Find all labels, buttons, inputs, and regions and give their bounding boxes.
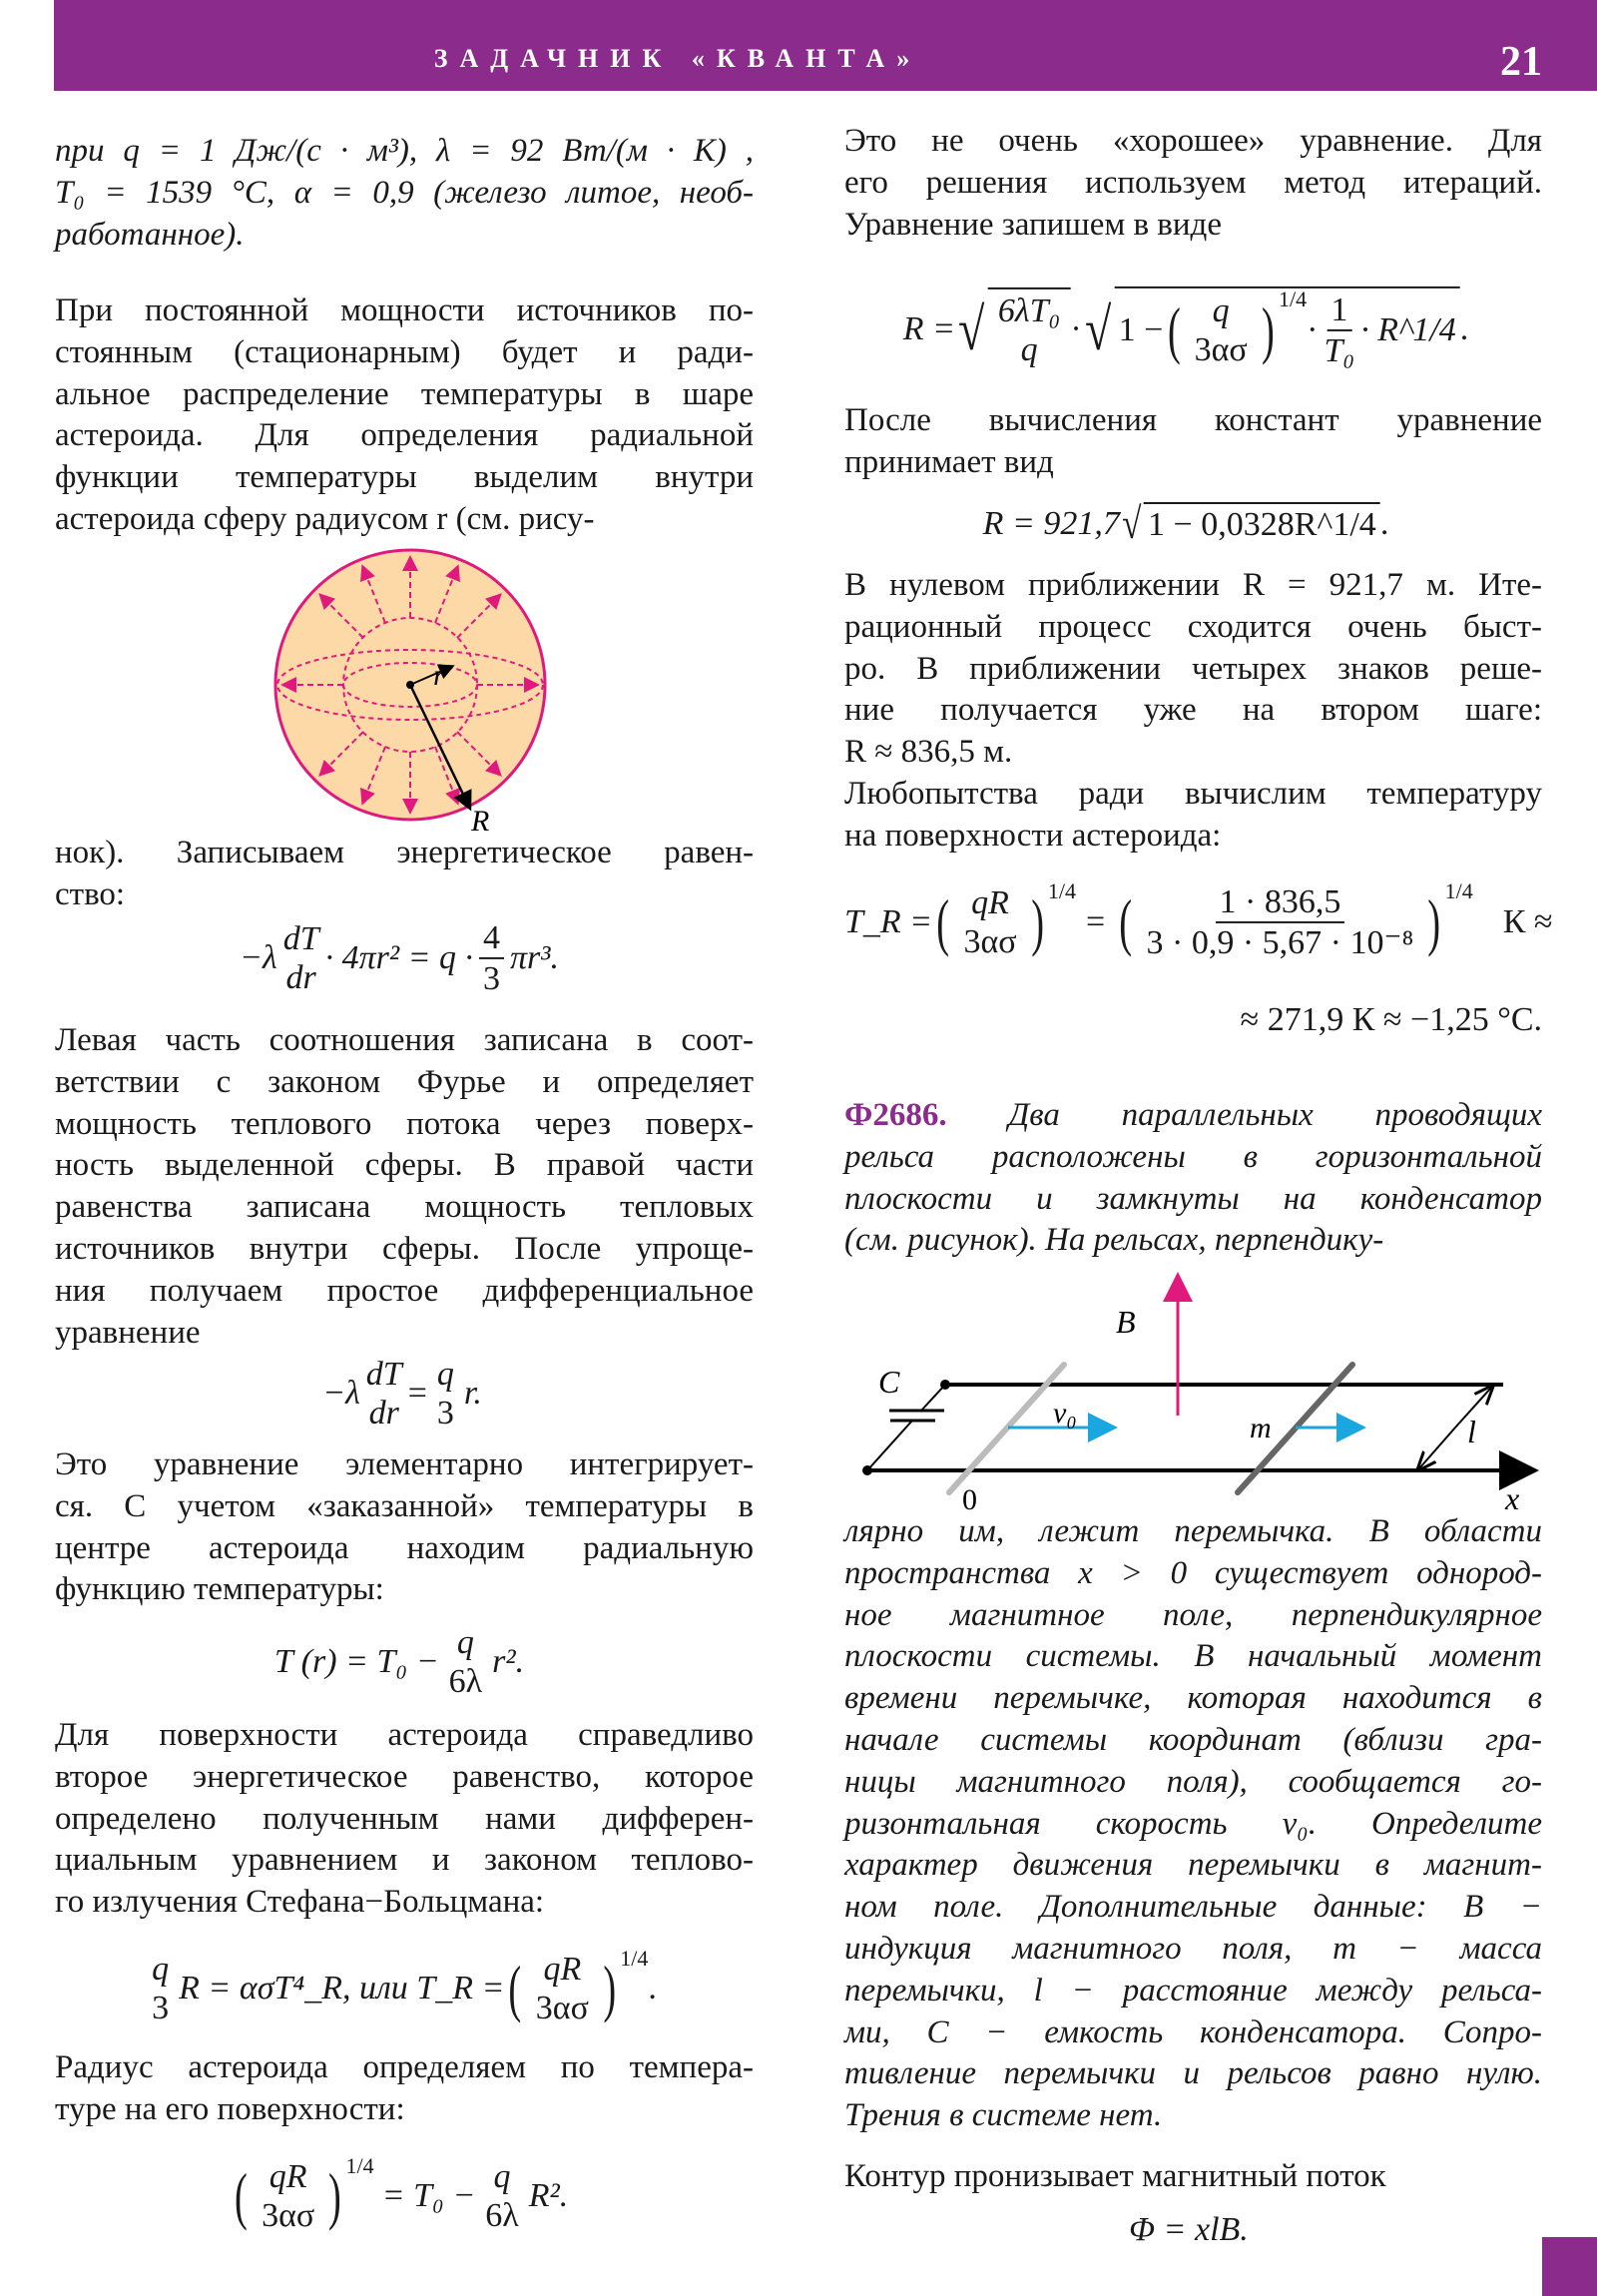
text-line: ство: <box>55 875 126 912</box>
text-line: циальным уравнением и законом теплово- <box>55 1842 754 1879</box>
equation-surface-temperature: T_R = ( qR 3ασ ) $^{1/4}$ = ( $\frac{1 \cdot 836,5}{\text{3 · 0,9 · 5,67 · 10⁻⁸}}$ ) $^{1/4}$ К ≈ <box>844 877 1553 961</box>
text-line: астероида сферу радиусом r (см. рису- <box>55 500 595 537</box>
label-m: m <box>1250 1412 1272 1444</box>
text-line: ми, C − емкость конденсатора. Сопро- <box>844 2013 1542 2050</box>
paragraph <box>55 1020 754 1354</box>
text-line: начале системы координат (вблизи гра- <box>844 1721 1542 1758</box>
label-origin: 0 <box>962 1483 977 1516</box>
text-line: Уравнение запишем в виде <box>844 206 1222 243</box>
problem-number: Ф2686. <box>844 1097 947 1133</box>
paragraph <box>55 290 754 541</box>
equation-energy-balance: −λ dT dr · 4πr² = q · $\frac{4}{3}$ πr³. <box>240 918 559 997</box>
paragraph <box>55 1444 754 1611</box>
page-header <box>54 0 1597 91</box>
text-line: Ф2686. Два параллельных проводящих <box>844 1097 1542 1133</box>
equation-surface: q 3 R = ασT⁴_R, или T_R = ( qR 3ασ ) $^{1/4}$ . <box>152 1945 657 2026</box>
equation-flux: Φ = xlB. <box>1129 2211 1249 2248</box>
text-line: го излучения Стефана−Больцмана: <box>55 1884 545 1921</box>
text-line: нок). Записываем энергетическое равен- <box>55 835 754 870</box>
text-line: принимает вид <box>844 443 1054 480</box>
equation-result: ≈ 271,9 К ≈ −1,25 °С. <box>1240 1001 1542 1038</box>
problem-statement <box>844 1095 1542 1262</box>
text-line: лярно им, лежит перемычка. В области <box>844 1513 1542 1549</box>
equation-temperature-profile: T (r) = T₀ − q 6λ r². <box>273 1623 525 1700</box>
paragraph <box>55 1715 754 1924</box>
equation-iteration: R = √ 6λT₀ q · √ 1 − ( q 3ασ ) $^{1/4}$ · $\frac{1}{\text{T₀}}$ · R^1/4 . <box>903 287 1469 372</box>
text-line: Контур пронизывает магнитный поток <box>844 2158 1386 2194</box>
text-line: ризонтальная скорость v₀. Определите <box>844 1805 1542 1842</box>
text-line: функцию температуры: <box>55 1571 384 1608</box>
text-line: рационный процесс сходится очень быст- <box>844 608 1542 645</box>
paragraph <box>844 2156 1542 2198</box>
text-line: плоскости системы. В начальный момент <box>844 1638 1542 1675</box>
paragraph <box>844 400 1542 484</box>
text-line: ния получаем простое дифференциальное <box>55 1272 754 1309</box>
text-line: T₀ = 1539 °C, α = 0,9 (железо литое, необ- <box>55 174 754 211</box>
text-line: При постоянной мощности источников по- <box>55 292 754 328</box>
text-line: равенства записана мощность тепловых <box>55 1189 754 1226</box>
label-x: x <box>1505 1480 1520 1516</box>
text-line: работанное). <box>55 216 245 253</box>
sphere-figure <box>260 539 579 839</box>
text-line: Левая часть соотношения записана в соот- <box>55 1022 754 1058</box>
text-line: ницы магнитного поля), сообщается го- <box>844 1763 1542 1800</box>
text-line: на поверхности астероида: <box>844 817 1222 854</box>
text-line: ность выделенной сферы. В правой части <box>55 1147 754 1184</box>
text-line: После вычисления констант уравнение <box>844 402 1542 438</box>
text-line: перемычки, l − расстояние между рельса- <box>844 1972 1542 2009</box>
text-line: центре астероида находим радиальную <box>55 1529 754 1566</box>
label-B: B <box>1116 1304 1136 1340</box>
text-line: уравнение <box>55 1314 201 1351</box>
label-C: C <box>878 1364 900 1400</box>
text-line: Это не очень «хорошее» уравнение. Для <box>844 123 1542 159</box>
text-line: при q = 1 Дж/(с · м³), λ = 92 Вт/(м · К) , <box>55 133 754 169</box>
text-line: времени перемычке, которая находится в <box>844 1680 1542 1717</box>
text-line: мощность теплового потока через поверх- <box>55 1105 754 1142</box>
text-line: стоянным (стационарным) будет и ради- <box>55 333 754 370</box>
text-line: характер движения перемычки в магнит- <box>844 1847 1542 1884</box>
paragraph <box>55 2047 754 2131</box>
paragraph <box>55 833 754 916</box>
equation-radius: ( qR 3ασ ) $^{1/4}$ = T₀ − q 6λ R². <box>235 2152 569 2234</box>
text-line: второе энергетическое равенство, которое <box>55 1758 754 1795</box>
text-line: тивление перемычки и рельсов равно нулю. <box>844 2055 1542 2092</box>
rails-figure <box>838 1258 1557 1517</box>
text-line: Это уравнение элементарно интегрирует- <box>55 1446 754 1482</box>
problem-statement-cont <box>844 1511 1542 2137</box>
text-line: ся. С учетом «заказанной» температуры в <box>55 1487 754 1524</box>
text-line: функции температуры выделим внутри <box>55 459 754 496</box>
text-line: астероида. Для определения радиальной <box>55 417 754 454</box>
text-line: индукция магнитного поля, m − масса <box>844 1930 1542 1967</box>
label-R: R <box>471 805 490 838</box>
paragraph <box>844 774 1542 858</box>
text-line: плоскости и замкнуты на конденсатор <box>844 1180 1542 1217</box>
text-line: (см. рисунок). На рельсах, перпендику- <box>844 1222 1384 1259</box>
text-line: рельса расположены в горизонтальной <box>844 1138 1542 1175</box>
label-l: l <box>1467 1414 1476 1449</box>
label-v0: v₀ <box>1053 1397 1077 1430</box>
text-line: альное распределение температуры в шаре <box>55 375 754 412</box>
text-line: ние получается уже на втором шаге: <box>844 692 1542 729</box>
page-corner-tab <box>1542 2237 1597 2296</box>
text-line: его решения используем метод итераций. <box>844 164 1542 201</box>
equation-numeric: R = 921,7 √ 1 − 0,0328R^1/4 . <box>982 499 1389 548</box>
text-line: ветствии с законом Фурье и определяет <box>55 1063 754 1100</box>
section-title: ЗАДАЧНИК «КВАНТА» <box>433 44 922 73</box>
text-line: туре на его поверхности: <box>55 2090 405 2127</box>
paragraph <box>844 565 1542 774</box>
equation-differential: −λ dT dr = q 3 r. <box>322 1355 482 1432</box>
text-line: пространства x > 0 существует однород- <box>844 1554 1542 1591</box>
label-r: r <box>433 659 445 692</box>
text-line: определено полученным нами дифферен- <box>55 1800 754 1837</box>
text-line: R ≈ 836,5 м. <box>844 734 1013 771</box>
page-number: 21 <box>1500 39 1542 85</box>
text-line: В нулевом приближении R = 921,7 м. Ите- <box>844 567 1542 603</box>
text-line: Любопытства ради вычислим температуру <box>844 776 1542 812</box>
text-line: ном поле. Дополнительные данные: B − <box>844 1889 1542 1926</box>
text-line: ро. В приближении четырех знаков реше- <box>844 650 1542 687</box>
paragraph <box>844 121 1542 246</box>
text-line: источников внутри сферы. После упроще- <box>55 1230 754 1267</box>
given-values <box>55 131 754 256</box>
text-line: Радиус астероида определяем по темпера- <box>55 2049 754 2085</box>
text-line: Для поверхности астероида справедливо <box>55 1717 754 1753</box>
text-line: ное магнитное поле, перпендикулярное <box>844 1596 1542 1633</box>
text-line: Трения в системе нет. <box>844 2097 1163 2134</box>
